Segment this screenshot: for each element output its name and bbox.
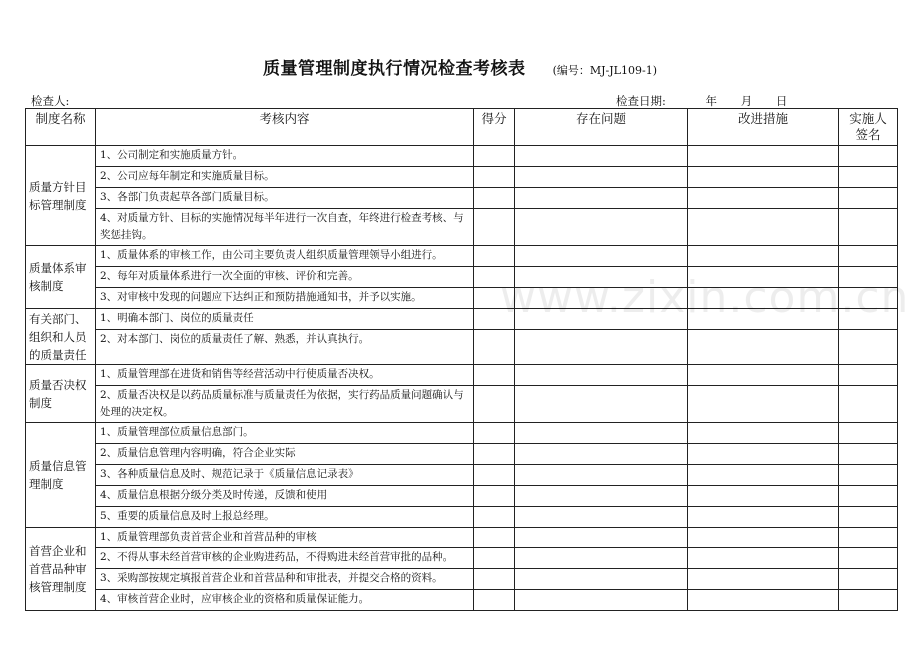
measures-cell[interactable] [688, 569, 839, 590]
score-cell[interactable] [474, 188, 515, 209]
measures-cell[interactable] [688, 365, 839, 386]
date-month: 月 [740, 94, 753, 108]
measures-cell[interactable] [688, 444, 839, 465]
implementer-cell[interactable] [839, 209, 898, 246]
date-day: 日 [775, 94, 788, 108]
form-title-row [0, 54, 920, 79]
inspection-table [25, 108, 898, 611]
inspection-date [616, 93, 801, 109]
implementer-cell[interactable] [839, 444, 898, 465]
implementer-cell[interactable] [839, 507, 898, 528]
score-cell[interactable] [474, 365, 515, 386]
problems-cell[interactable] [515, 167, 688, 188]
problems-cell[interactable] [515, 465, 688, 486]
header-system: 制度名称 [26, 109, 96, 146]
content-item-cell: 2、公司应每年制定和实施质量目标。 [96, 167, 474, 188]
score-cell[interactable] [474, 386, 515, 423]
table-row [26, 528, 898, 548]
measures-cell[interactable] [688, 209, 839, 246]
problems-cell[interactable] [515, 365, 688, 386]
inspector-label: 检查人: [31, 94, 70, 108]
score-cell[interactable] [474, 590, 515, 611]
table-row [26, 167, 898, 188]
score-cell[interactable] [474, 465, 515, 486]
implementer-cell[interactable] [839, 309, 898, 330]
table-row [26, 365, 898, 386]
date-label: 检查日期: [616, 94, 666, 108]
implementer-cell[interactable] [839, 528, 898, 548]
table-row [26, 146, 898, 167]
measures-cell[interactable] [688, 188, 839, 209]
implementer-cell[interactable] [839, 288, 898, 309]
system-name-cell: 质量方针目标管理制度 [26, 146, 96, 246]
table-row [26, 507, 898, 528]
problems-cell[interactable] [515, 267, 688, 288]
content-item-cell: 4、对质量方针、目标的实施情况每半年进行一次自查，年终进行检查考核、与奖惩挂钩。 [96, 209, 474, 246]
system-name-cell: 质量否决权制度 [26, 365, 96, 423]
table-row [26, 209, 898, 246]
implementer-cell[interactable] [839, 486, 898, 507]
table-row [26, 309, 898, 330]
problems-cell[interactable] [515, 507, 688, 528]
score-cell[interactable] [474, 146, 515, 167]
score-cell[interactable] [474, 444, 515, 465]
measures-cell[interactable] [688, 507, 839, 528]
content-item-cell: 2、每年对质量体系进行一次全面的审核、评价和完善。 [96, 267, 474, 288]
score-cell[interactable] [474, 167, 515, 188]
score-cell[interactable] [474, 507, 515, 528]
table-row [26, 246, 898, 267]
problems-cell[interactable] [515, 486, 688, 507]
table-row [26, 330, 898, 365]
score-cell[interactable] [474, 267, 515, 288]
measures-cell[interactable] [688, 465, 839, 486]
measures-cell[interactable] [688, 528, 839, 548]
table-body [26, 146, 898, 611]
form-code: (编号：MJ-JL109-1) [552, 64, 657, 77]
problems-cell[interactable] [515, 444, 688, 465]
implementer-cell[interactable] [839, 423, 898, 444]
problems-cell[interactable] [515, 423, 688, 444]
system-name-cell: 质量体系审核制度 [26, 246, 96, 309]
measures-cell[interactable] [688, 309, 839, 330]
header-implementer: 实施人签名 [839, 109, 898, 146]
system-name-cell: 有关部门、组织和人员的质量责任 [26, 309, 96, 365]
problems-cell[interactable] [515, 569, 688, 590]
content-item-cell: 1、质量管理部位质量信息部门。 [96, 423, 474, 444]
score-cell[interactable] [474, 548, 515, 569]
header-score: 得分 [474, 109, 515, 146]
content-item-cell: 4、审核首营企业时，应审核企业的资格和质量保证能力。 [96, 590, 474, 611]
score-cell[interactable] [474, 288, 515, 309]
table-row [26, 590, 898, 611]
problems-cell[interactable] [515, 246, 688, 267]
implementer-cell[interactable] [839, 365, 898, 386]
date-year: 年 [705, 94, 718, 108]
header-measures: 改进措施 [688, 109, 839, 146]
score-cell[interactable] [474, 569, 515, 590]
measures-cell[interactable] [688, 146, 839, 167]
system-name-cell: 质量信息管理制度 [26, 423, 96, 528]
system-name-cell: 首营企业和首营品种审核管理制度 [26, 528, 96, 611]
content-item-cell: 3、各部门负责起草各部门质量目标。 [96, 188, 474, 209]
watermark: www.zixin.com.cn [500, 272, 910, 323]
header-problems: 存在问题 [515, 109, 688, 146]
score-cell[interactable] [474, 486, 515, 507]
content-item-cell: 5、重要的质量信息及时上报总经理。 [96, 507, 474, 528]
table-row [26, 569, 898, 590]
measures-cell[interactable] [688, 386, 839, 423]
content-item-cell: 2、对本部门、岗位的质量责任了解、熟悉，并认真执行。 [96, 330, 474, 365]
implementer-cell[interactable] [839, 146, 898, 167]
implementer-cell[interactable] [839, 590, 898, 611]
score-cell[interactable] [474, 330, 515, 365]
implementer-cell[interactable] [839, 188, 898, 209]
content-item-cell: 1、质量管理部在进货和销售等经营活动中行使质量否决权。 [96, 365, 474, 386]
problems-cell[interactable] [515, 386, 688, 423]
content-item-cell: 2、不得从事未经首营审核的企业购进药品，不得购进未经首营审批的品种。 [96, 548, 474, 569]
score-cell[interactable] [474, 309, 515, 330]
content-item-cell: 3、对审核中发现的问题应下达纠正和预防措施通知书，并予以实施。 [96, 288, 474, 309]
table-row [26, 444, 898, 465]
content-item-cell: 2、质量信息管理内容明确，符合企业实际 [96, 444, 474, 465]
content-item-cell: 3、采购部按规定填报首营企业和首营品种和审批表，并提交合格的资料。 [96, 569, 474, 590]
table-row [26, 188, 898, 209]
table-row [26, 486, 898, 507]
table-row [26, 288, 898, 309]
implementer-cell[interactable] [839, 267, 898, 288]
header-content: 考核内容 [96, 109, 474, 146]
implementer-cell[interactable] [839, 548, 898, 569]
measures-cell[interactable] [688, 590, 839, 611]
measures-cell[interactable] [688, 486, 839, 507]
implementer-cell[interactable] [839, 330, 898, 365]
score-cell[interactable] [474, 246, 515, 267]
score-cell[interactable] [474, 423, 515, 444]
measures-cell[interactable] [688, 246, 839, 267]
score-cell[interactable] [474, 209, 515, 246]
form-title: 质量管理制度执行情况检查考核表 [263, 59, 526, 79]
content-item-cell: 4、质量信息根据分级分类及时传递，反馈和使用 [96, 486, 474, 507]
content-item-cell: 2、质量否决权是以药品质量标准与质量责任为依据，实行药品质量问题确认与处理的决定权。 [96, 386, 474, 423]
implementer-cell[interactable] [839, 167, 898, 188]
measures-cell[interactable] [688, 267, 839, 288]
table-row [26, 548, 898, 569]
measures-cell[interactable] [688, 548, 839, 569]
implementer-cell[interactable] [839, 465, 898, 486]
measures-cell[interactable] [688, 330, 839, 365]
problems-cell[interactable] [515, 590, 688, 611]
content-item-cell: 3、各种质量信息及时、规范记录于《质量信息记录表》 [96, 465, 474, 486]
measures-cell[interactable] [688, 423, 839, 444]
implementer-cell[interactable] [839, 569, 898, 590]
problems-cell[interactable] [515, 528, 688, 548]
table-row [26, 423, 898, 444]
problems-cell[interactable] [515, 309, 688, 330]
table-header-row [26, 109, 898, 146]
problems-cell[interactable] [515, 146, 688, 167]
content-item-cell: 1、公司制定和实施质量方针。 [96, 146, 474, 167]
content-item-cell: 1、质量体系的审核工作，由公司主要负责人组织质量管理领导小组进行。 [96, 246, 474, 267]
content-item-cell: 1、质量管理部负责首营企业和首营品种的审核 [96, 528, 474, 548]
problems-cell[interactable] [515, 548, 688, 569]
table-row [26, 267, 898, 288]
problems-cell[interactable] [515, 209, 688, 246]
table-row [26, 386, 898, 423]
implementer-cell[interactable] [839, 386, 898, 423]
implementer-cell[interactable] [839, 246, 898, 267]
problems-cell[interactable] [515, 330, 688, 365]
score-cell[interactable] [474, 528, 515, 548]
problems-cell[interactable] [515, 188, 688, 209]
measures-cell[interactable] [688, 167, 839, 188]
problems-cell[interactable] [515, 288, 688, 309]
content-item-cell: 1、明确本部门、岗位的质量责任 [96, 309, 474, 330]
table-row [26, 465, 898, 486]
measures-cell[interactable] [688, 288, 839, 309]
